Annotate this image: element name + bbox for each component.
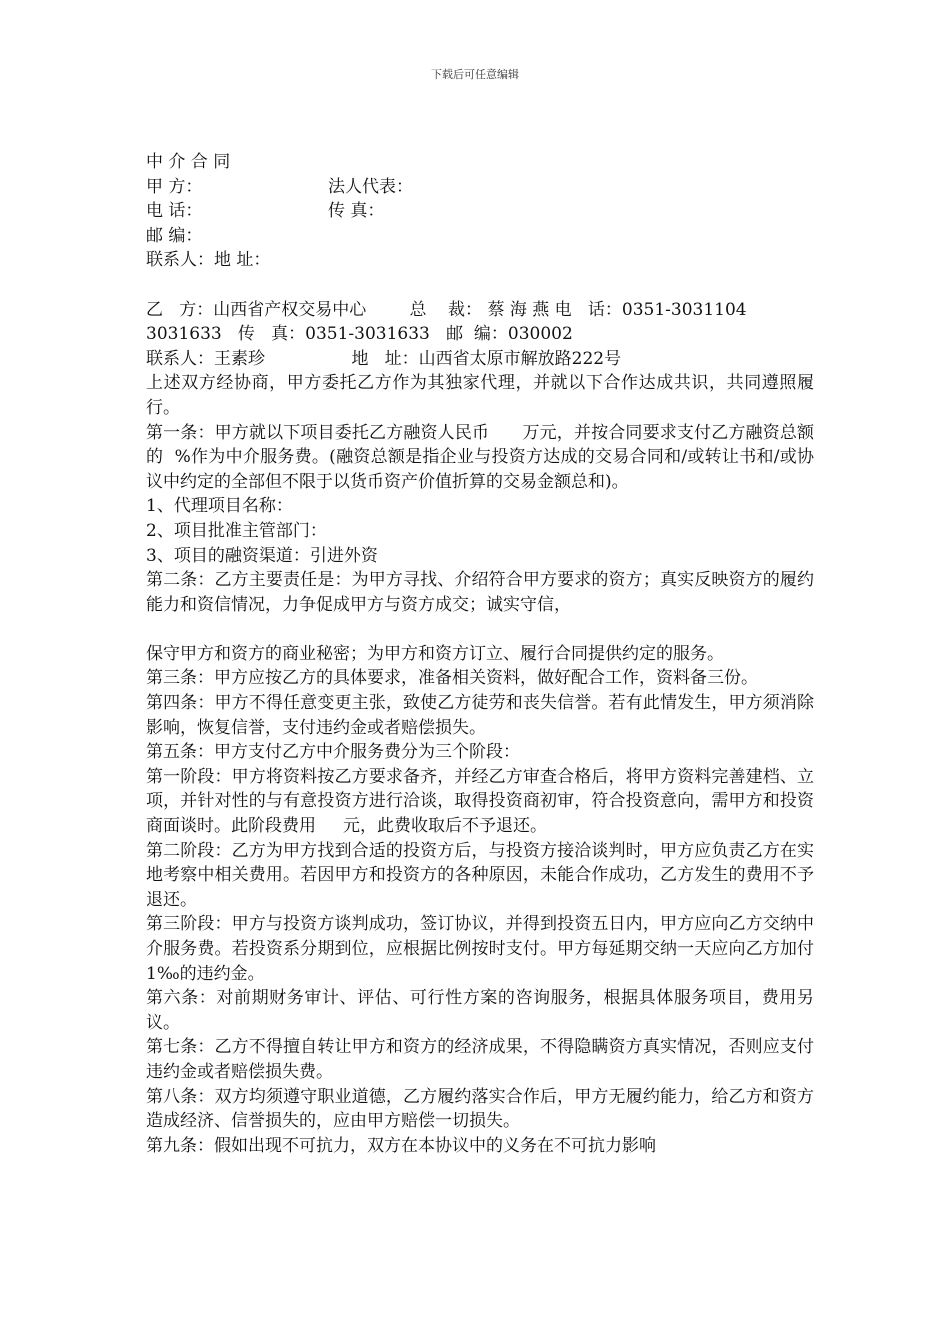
party-a-row: [146, 175, 814, 200]
party-a-label: 甲 方：: [146, 176, 203, 197]
stage-1: 第一阶段：甲方将资料按乙方要求备齐，并经乙方审查合格后，将甲方资料完善建档、立项，并针对性的与有意投资方进行洽谈，取得投资商初审，符合投资意向，需甲方和投资商面谈时。此阶段费用 元，此费收取后不予退还。: [146, 766, 814, 837]
article-3: 第三条：甲方应按乙方的具体要求，准备相关资料，做好配合工作，资料备三份。: [146, 668, 758, 689]
phone-label: 电 话：: [146, 201, 203, 222]
article-1: 第一条：甲方就以下项目委托乙方融资人民币 万元，并按合同要求支付乙方融资总额的 %作为中介服务费。(融资总额是指企业与投资方达成的交易合同和/或转让书和/或协议中约定的全部但不限于以货币资产价值折算的交易金额总和)。: [146, 422, 814, 492]
paragraph: 上述双方经协商，甲方委托乙方作为其独家代理，并就以下合作达成共识，共同遵照履行。: [146, 373, 814, 418]
stage-3: 第三阶段：甲方与投资方谈判成功，签订协议，并得到投资五日内，甲方应向乙方交纳中介服务费。若投资系分期到位，应根据比例按时支付。甲方每延期交纳一天应向乙方加付 1‰的违约金。: [146, 914, 814, 984]
contact-address-label: 联系人：地 址：: [146, 250, 271, 271]
contract-title: 中 介 合 同: [146, 152, 231, 172]
party-b-line-3: 联系人：王素珍 地 址：山西省太原市解放路222号: [146, 348, 622, 369]
legal-rep-label: 法人代表：: [328, 176, 413, 197]
zip-label: 邮 编：: [146, 225, 203, 246]
article-2: 第二条：乙方主要责任是：为甲方寻找、介绍符合甲方要求的资方；真实反映资方的履约能力和资信情况，力争促成甲方与资方成交；诚实守信，: [146, 570, 814, 615]
contract-body: [146, 150, 814, 1158]
list-item: 1、代理项目名称：: [146, 496, 293, 517]
party-b-line-2: 3031633 传 真：0351-3031633 邮 编：030002: [146, 324, 573, 345]
article-8: 第八条：双方均须遵守职业道德，乙方履约落实合作后，甲方无履约能力，给乙方和资方造成经济、信誉损失的，应由甲方赔偿一切损失。: [146, 1086, 814, 1132]
article-9: 第九条：假如出现不可抗力，双方在本协议中的义务在不可抗力影响: [146, 1135, 656, 1156]
list-item: 2、项目批准主管部门：: [146, 520, 327, 541]
article-7: 第七条：乙方不得擅自转让甲方和资方的经济成果，不得隐瞒资方真实情况，否则应支付违约金或者赔偿损失费。: [146, 1037, 814, 1082]
stage-2: 第二阶段：乙方为甲方找到合适的投资方后，与投资方接洽谈判时，甲方应负责乙方在实地考察中相关费用。若因甲方和投资方的各种原因，未能合作成功，乙方发生的费用不予退还。: [146, 840, 814, 910]
article-2-continued: 保守甲方和资方的商业秘密；为甲方和资方订立、履行合同提供约定的服务。: [146, 643, 724, 664]
party-b-line-1: 乙 方：山西省产权交易中心 总 裁： 蔡 海 燕 电 话：0351-3031104: [146, 299, 747, 320]
article-5: 第五条：甲方支付乙方中介服务费分为三个阶段：: [146, 742, 520, 763]
spacer: [146, 273, 814, 298]
article-4: 第四条：甲方不得任意变更主张，致使乙方徒劳和丧失信誉。若有此情发生，甲方须消除影响，恢复信誉，支付违约金或者赔偿损失。: [146, 693, 814, 738]
article-6: 第六条：对前期财务审计、评估、可行性方案的咨询服务，根据具体服务项目，费用另议。: [146, 988, 814, 1033]
phone-fax-row: [146, 199, 814, 224]
spacer: [146, 617, 814, 642]
list-item: 3、项目的融资渠道：引进外资: [146, 545, 378, 566]
page-header-note: 下载后可任意编辑: [431, 68, 519, 81]
fax-label: 传 真：: [328, 201, 385, 222]
